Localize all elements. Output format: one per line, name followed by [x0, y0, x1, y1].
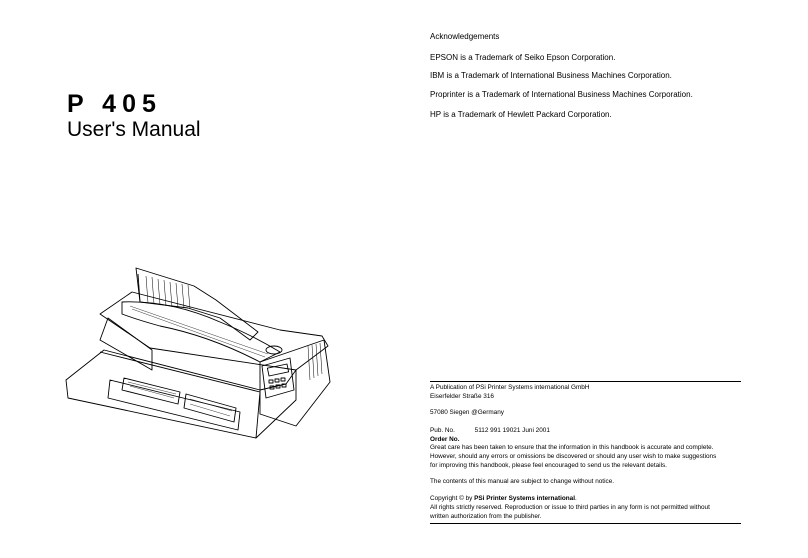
- trademark-item: IBM is a Trademark of International Business Machines Corporation.: [430, 71, 672, 80]
- rights-text-2: written authorization from the publisher.: [430, 513, 542, 520]
- copyright-prefix: Copyright © by: [430, 495, 475, 502]
- publication-info: [430, 381, 741, 524]
- acknowledgements-heading: Acknowledgements: [430, 32, 500, 41]
- publisher-street: Eiserfelder Straße 316: [430, 393, 494, 400]
- trademark-item: Proprinter is a Trademark of International Business Machines Corporation.: [430, 90, 693, 99]
- publisher-name: A Publication of PSi Printer Systems international GmbH: [430, 384, 590, 391]
- printer-illustration: [60, 262, 340, 452]
- order-number-label: Order No.: [430, 436, 460, 443]
- change-notice: The contents of this manual are subject to change without notice.: [430, 478, 615, 485]
- manual-title: P 405: [67, 90, 162, 118]
- copyright-suffix: .: [575, 495, 577, 502]
- care-text-1: Great care has been taken to ensure that the information in this handbook is accurate and complete.: [430, 444, 714, 451]
- rights-text-1: All rights strictly reserved. Reproduction or issue to third parties in any form is not permitted without: [430, 504, 710, 511]
- trademark-item: EPSON is a Trademark of Seiko Epson Corporation.: [430, 53, 616, 62]
- pub-number-value: 5112 991 19021 Juni 2001: [474, 427, 550, 434]
- trademark-item: HP is a Trademark of Hewlett Packard Corporation.: [430, 110, 612, 119]
- publisher-city: 57080 Siegen @Germany: [430, 409, 504, 416]
- copyright-company: PSi Printer Systems international: [474, 495, 576, 502]
- care-text-3: for improving this handbook, please feel encouraged to send us the relevant details.: [430, 462, 667, 469]
- pub-number-label: Pub. No.: [430, 427, 455, 434]
- pub-number: [430, 427, 550, 435]
- manual-subtitle: User's Manual: [67, 118, 201, 141]
- care-text-2: However, should any errors or omissions be discovered or should any user wish to make suggestions: [430, 453, 717, 460]
- copyright-line: [430, 495, 577, 503]
